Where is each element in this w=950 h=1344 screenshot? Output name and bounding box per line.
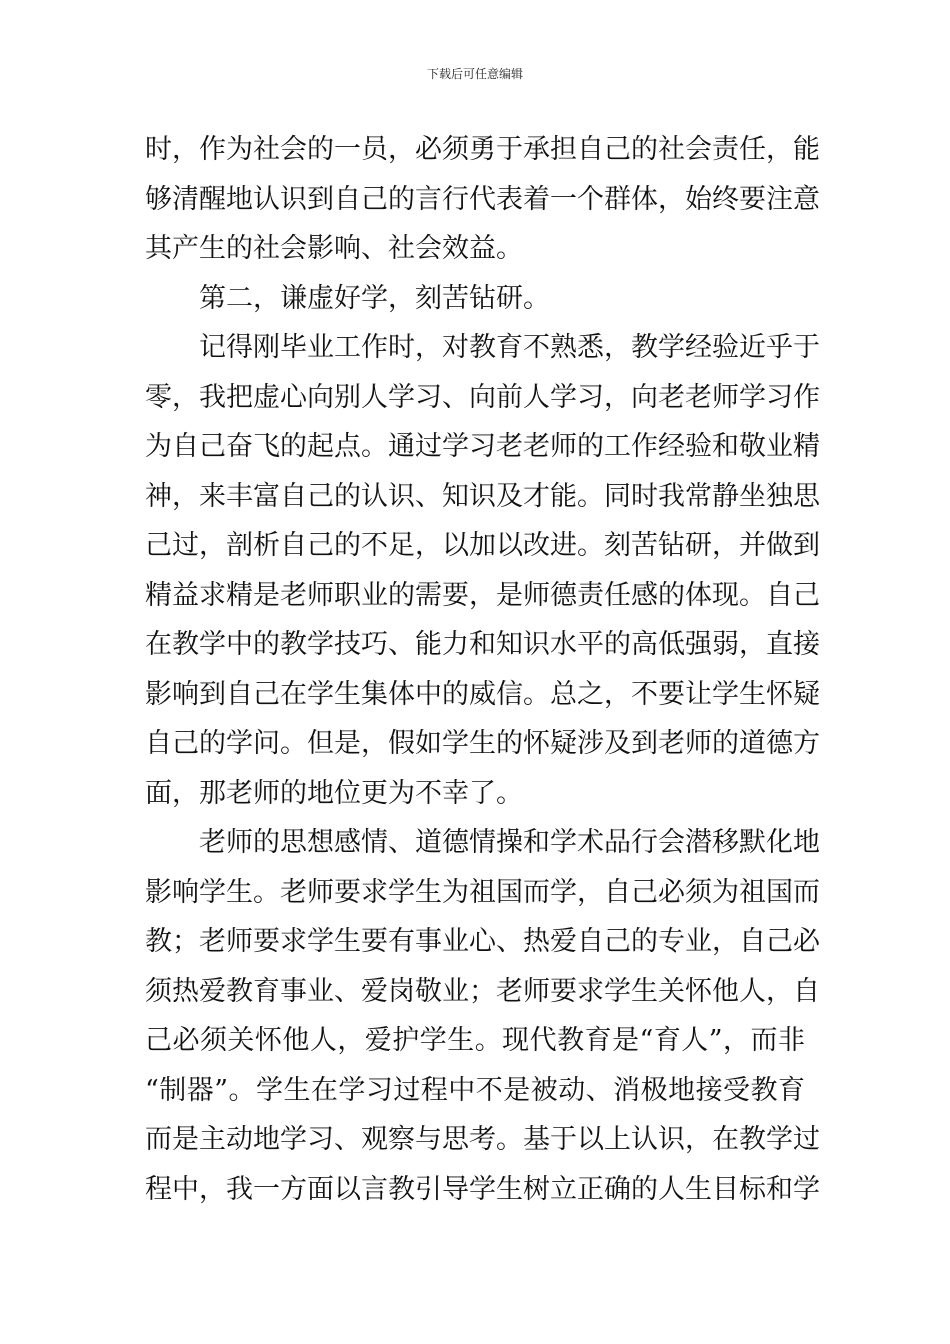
text-line: 己必须关怀他人，爱护学生。现代教育是“育人”，而非: [145, 1025, 805, 1056]
text-line: 教；老师要求学生要有事业心、热爱自己的专业，自己必: [145, 926, 820, 957]
text-line: 老师的思想感情、道德情操和学术品行会潜移默化地: [199, 827, 820, 858]
text-line: 自己的学问。但是，假如学生的怀疑涉及到老师的道德方: [145, 728, 820, 759]
text-line: 而是主动地学习、观察与思考。基于以上认识，在教学过: [145, 1124, 820, 1155]
section-heading: 第二，谦虚好学，刻苦钻研。: [199, 282, 550, 314]
text-line: 影响到自己在学生集体中的威信。总之，不要让学生怀疑: [145, 678, 820, 710]
text-line: 须热爱教育事业、爱岗敬业；老师要求学生关怀他人，自: [145, 975, 820, 1007]
text-line: 精益求精是老师职业的需要，是师德责任感的体现。自己: [145, 579, 820, 611]
text-line: 影响学生。老师要求学生为祖国而学，自己必须为祖国而: [145, 876, 820, 908]
body-text: [145, 125, 820, 1214]
page-header: 下载后可任意编辑: [426, 67, 523, 81]
text-line: 够清醒地认识到自己的言行代表着一个群体，始终要注意: [145, 183, 820, 215]
text-line: “制器”。学生在学习过程中不是被动、消极地接受教育: [145, 1074, 805, 1106]
text-line: 零，我把虚心向别人学习、向前人学习，向老老师学习作: [145, 381, 820, 413]
text-line: 面，那老师的地位更为不幸了。: [145, 777, 523, 809]
text-line: 程中，我一方面以言教引导学生树立正确的人生目标和学: [145, 1173, 820, 1205]
text-line: 己过，剖析自己的不足，以加以改进。刻苦钻研，并做到: [145, 530, 820, 561]
text-line: 记得刚毕业工作时，对教育不熟悉，教学经验近乎于: [199, 332, 820, 363]
text-line: 其产生的社会影响、社会效益。: [145, 233, 523, 264]
text-line: 为自己奋飞的起点。通过学习老老师的工作经验和敬业精: [145, 431, 820, 462]
text-line: 神，来丰富自己的认识、知识及才能。同时我常静坐独思: [145, 480, 820, 512]
text-line: 时，作为社会的一员，必须勇于承担自己的社会责任，能: [145, 134, 820, 165]
text-line: 在教学中的教学技巧、能力和知识水平的高低强弱，直接: [145, 629, 820, 660]
